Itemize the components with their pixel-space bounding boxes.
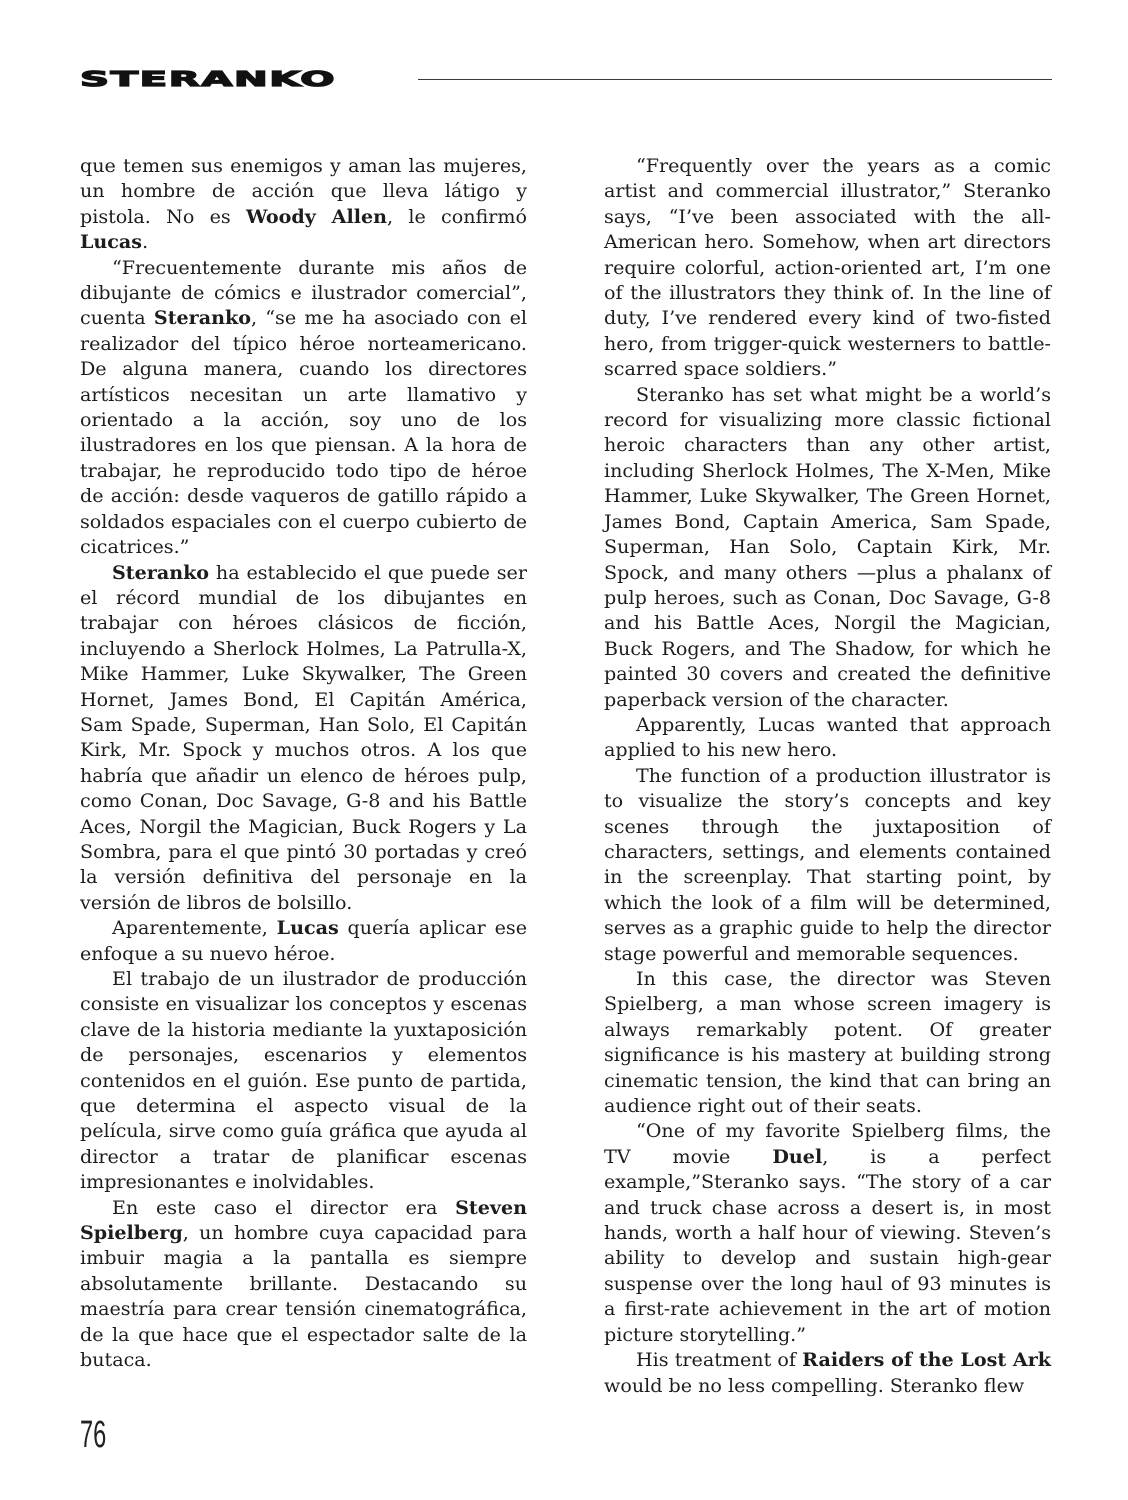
paragraph [604,1347,1051,1398]
text-run: Steranko has set what might be a world’s record for visualizing more classic fictional heroic characters than any other artist, including Sherlock Holmes, The X-Men, Mike Hammer, Luke Skywalker, The Green Hornet, James Bond, Captain America, Sam Spade, Superman, Han Solo, Captain Kirk, Mr. Spock, and many others —plus a phalanx of pulp heroes, such as Conan, Doc Savage, G-8 and his Battle Aces, Norgil the Magician, Buck Rogers, and The Shadow, for which he painted 30 covers and created the definitive paperback version of the character. [604,382,1051,711]
bold-name: Woody Allen [245,204,387,228]
paragraph [604,153,1051,382]
text-run: Apparently, Lucas wanted that approach applied to his new hero. [604,712,1051,762]
text-run: His treatment of [636,1348,803,1372]
bold-name: Raiders of the Lost Ark [802,1348,1052,1372]
paragraph [80,1195,527,1373]
text-run: , is a perfect example,”Steranko says. “The story of a car and truck chase across a desert is, in most hands, worth a half hour of viewing. Steven’s ability to develop and sustain high-gear suspense over the long haul of 93 minutes is a first-rate achievement in the art of motion picture storytelling.” [604,1144,1051,1346]
paragraph [604,966,1051,1118]
text-run: “Frequently over the years as a comic artist and commercial illustrator,” Steranko says, “I’ve been associated with the all-American hero. Somehow, when art directors require colorful, action-oriented art, I’m one of the illustrators they think of. In the line of duty, I’ve rendered every kind of two-fisted hero, from trigger-quick westerners to battle-scarred space soldiers.” [604,154,1051,381]
bold-name: Steranko [153,306,251,330]
bold-name: Duel [772,1144,823,1168]
paragraph [604,382,1051,712]
bold-name: Lucas [276,916,339,940]
bold-name: Lucas [80,230,143,254]
bold-name: Steven Spielberg [80,1195,527,1245]
page-number: 76 [80,1414,107,1456]
paragraph [80,255,527,560]
text-run: , un hombre cuya capacidad para imbuir magia a la pantalla es siempre absolutamente brillante. Destacando su maestría para crear tensión cinematográfica, de la que hace que el espectador salte de la butaca. [80,1221,527,1372]
text-run: ha establecido el que puede ser el récord mundial de los dibujantes en trabajar con héroes clásicos de ficción, incluyendo a Sherlock Holmes, La Patrulla-X, Mike Hammer, Luke Skywalker, The Green Hornet, James Bond, El Capitán América, Sam Spade, Superman, Han Solo, El Capitán Kirk, Mr. Spock y muchos otros. A los que habría que añadir un elenco de héroes pulp, como Conan, Doc Savage, G-8 and his Battle Aces, Norgil the Magician, Buck Rogers y La Sombra, para el que pintó 30 portadas y creó la versión definitiva del personaje en la versión de libros de bolsillo. [80,560,527,914]
text-run: “One of my favorite Spielberg films, the TV movie [604,1119,1051,1168]
right-column-english [604,153,1051,1398]
text-run: The function of a production illustrator is to visualize the story’s concepts and key scenes through the juxtaposition of characters, settings, and elements contained in the screenplay. That starting point, by which the look of a film will be determined, serves as a graphic guide to help the director stage powerful and memorable sequences. [604,763,1051,965]
running-header [80,66,1052,94]
text-run: quería aplicar ese enfoque a su nuevo héroe. [80,916,528,965]
text-run: que temen sus enemigos y aman las mujeres, un hombre de acción que lleva látigo y pistola. No es [80,154,527,228]
paragraph [604,1118,1051,1347]
bold-name: Steranko [112,560,210,584]
text-run: Aparentemente, [112,916,277,940]
paragraph [604,763,1051,966]
steranko-logo: STERANKO [80,68,337,92]
text-run: . [142,230,149,254]
text-run: would be no less compelling. Steranko flew [604,1373,1025,1397]
text-run: , le confirmó [387,204,527,228]
paragraph [80,153,527,255]
text-run: En este caso el director era [112,1195,456,1219]
text-run: “Frecuentemente durante mis años de dibujante de cómics e ilustrador comercial”, cuenta [80,255,527,330]
left-column-spanish [80,153,527,1373]
paragraph [80,915,527,966]
text-run: In this case, the director was Steven Spielberg, a man whose screen imagery is always remarkably potent. Of greater significance is his mastery at building strong cinematic tension, the kind that can bring an audience right out of their seats. [604,967,1051,1118]
header-rule [418,79,1052,80]
text-run: , “se me ha asociado con el realizador del típico héroe norteamericano. De alguna manera, cuando los directores artísticos necesitan un arte llamativo y orientado a la acción, soy uno de los ilustradores en los que piensan. A la hora de trabajar, he reproducido todo tipo de héroe de acción: desde vaqueros de gatillo rápido a soldados espaciales con el cuerpo cubierto de cicatrices.” [80,306,527,559]
text-run: El trabajo de un ilustrador de producción consiste en visualizar los conceptos y escenas clave de la historia mediante la yuxtaposición de personajes, escenarios y elementos contenidos en el guión. Ese punto de partida, que determina el aspecto visual de la película, sirve como guía gráfica que ayuda al director a tratar de planificar escenas impresionantes e inolvidables. [80,967,527,1194]
paragraph [80,560,527,916]
paragraph [80,966,527,1195]
paragraph [604,712,1051,763]
